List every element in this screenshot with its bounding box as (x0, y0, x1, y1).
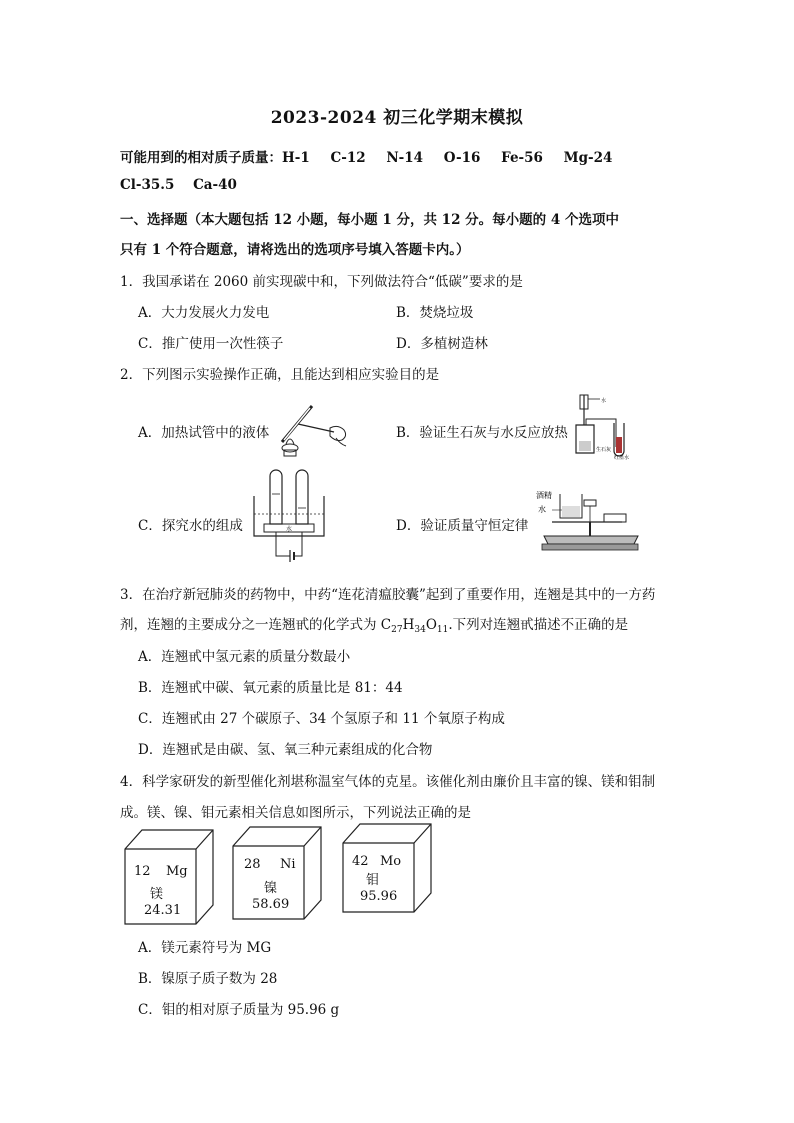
formula-oxygen: O (425, 617, 437, 633)
element-symbol: Mg (166, 864, 188, 879)
red-ink-label: 红墨水 (614, 455, 630, 461)
q2-option-b: B．验证生石灰与水反应放热 (396, 425, 568, 441)
formula-oxygen-sub: 11 (436, 625, 449, 635)
q4-option-a: A．镁元素符号为 MG (138, 940, 272, 956)
q1-option-a: A．大力发展火力发电 (138, 305, 270, 321)
q2-option-a: A．加热试管中的液体 (138, 425, 270, 441)
water-label: 水 (601, 398, 607, 404)
element-mass: 24.31 (144, 903, 182, 918)
q4-option-c: C．钼的相对原子质量为 95.96 g (138, 1002, 340, 1018)
q1-option-b: B．焚烧垃圾 (396, 305, 474, 321)
water2-label: 水 (538, 505, 546, 514)
element-name: 镍 (264, 881, 278, 896)
q4-stem-line-1: 4．科学家研发的新型催化剂堪称温室气体的克星。该催化剂由廉价且丰富的镍、镁和钼制 (120, 774, 656, 790)
element-mass: 58.69 (252, 897, 290, 912)
q3-option-d: D．连翘甙是由碳、氢、氧三种元素组成的化合物 (138, 742, 433, 758)
atomic-mass-item: N-14 (386, 150, 424, 166)
q3-stem-line-2 (120, 613, 628, 635)
q2-option-d: D．验证质量守恒定律 (396, 518, 529, 534)
element-number: 12 (134, 864, 151, 879)
water-label: 水 (286, 527, 293, 533)
q4-stem-line-2: 成。镁、镍、钼元素相关信息如图所示，下列说法正确的是 (120, 805, 471, 821)
atomic-mass-item: Fe-56 (501, 150, 543, 166)
element-symbol: Mo (380, 854, 402, 869)
atomic-mass-item: Ca-40 (193, 177, 237, 193)
alcohol-label: 酒精 (536, 491, 552, 500)
element-mass: 95.96 (360, 889, 398, 904)
atomic-mass-line-1 (120, 146, 612, 166)
test-tube-heating-illustration (274, 398, 354, 458)
element-number: 28 (244, 857, 261, 872)
element-card-mo (342, 823, 432, 913)
atomic-mass-item: H-1 (282, 150, 310, 166)
q2-stem: 2．下列图示实验操作正确，且能达到相应实验目的是 (120, 367, 440, 383)
element-name: 镁 (150, 887, 164, 902)
formula-carbon-sub: 27 (391, 625, 403, 635)
q1-stem: 1．我国承诺在 2060 前实现碳中和，下列做法符合“低碳”要求的是 (120, 274, 523, 290)
atomic-mass-label: 可能用到的相对质子质量： (120, 150, 282, 166)
atomic-mass-item: Cl-35.5 (120, 177, 175, 193)
element-card-ni (232, 826, 322, 920)
q4-option-b: B．镍原子质子数为 28 (138, 971, 278, 987)
formula-hydrogen-sub: 34 (414, 625, 426, 635)
formula-carbon: C (380, 617, 392, 633)
element-symbol: Ni (280, 857, 296, 872)
q3-option-b: B．连翘甙中碳、氧元素的质量比是 81：44 (138, 680, 403, 696)
q3-option-c: C．连翘甙由 27 个碳原子、34 个氢原子和 11 个氧原子构成 (138, 711, 505, 727)
mass-conservation-balance-illustration (532, 488, 642, 554)
element-card-mg (124, 829, 214, 925)
atomic-mass-line-2 (120, 177, 237, 193)
element-number: 42 (352, 854, 369, 869)
q1-option-c: C．推广使用一次性筷子 (138, 336, 284, 352)
section-heading-line-2: 只有 1 个符合题意，请将选出的选项序号填入答题卡内。） (120, 242, 470, 258)
section-heading-line-1: 一、选择题（本大题包括 12 小题，每小题 1 分，共 12 分。每小题的 4 个选项中 (120, 212, 619, 228)
q1-option-d: D．多植树造林 (396, 336, 488, 352)
quicklime-label: 生石灰 (596, 447, 612, 453)
atomic-mass-item: O-16 (443, 150, 481, 166)
element-name: 钼 (366, 873, 380, 888)
atomic-mass-item: C-12 (330, 150, 366, 166)
q2-option-c: C．探究水的组成 (138, 518, 243, 534)
formula-hydrogen: H (402, 617, 415, 633)
water-electrolysis-illustration (250, 474, 328, 566)
quicklime-water-illustration (574, 393, 666, 461)
q3-stem-pre: 剂，连翘的主要成分之一连翘甙的化学式为 (120, 617, 381, 633)
q3-option-a: A．连翘甙中氢元素的质量分数最小 (138, 649, 351, 665)
q3-stem-line-1: 3．在治疗新冠肺炎的药物中，中药“连花清瘟胶囊”起到了重要作用，连翘是其中的一方药 (120, 587, 656, 603)
q3-stem-post: .下列对连翘甙描述不正确的是 (448, 617, 629, 633)
page-title: 2023-2024 初三化学期末模拟 (270, 108, 524, 128)
atomic-mass-item: Mg-24 (563, 150, 613, 166)
